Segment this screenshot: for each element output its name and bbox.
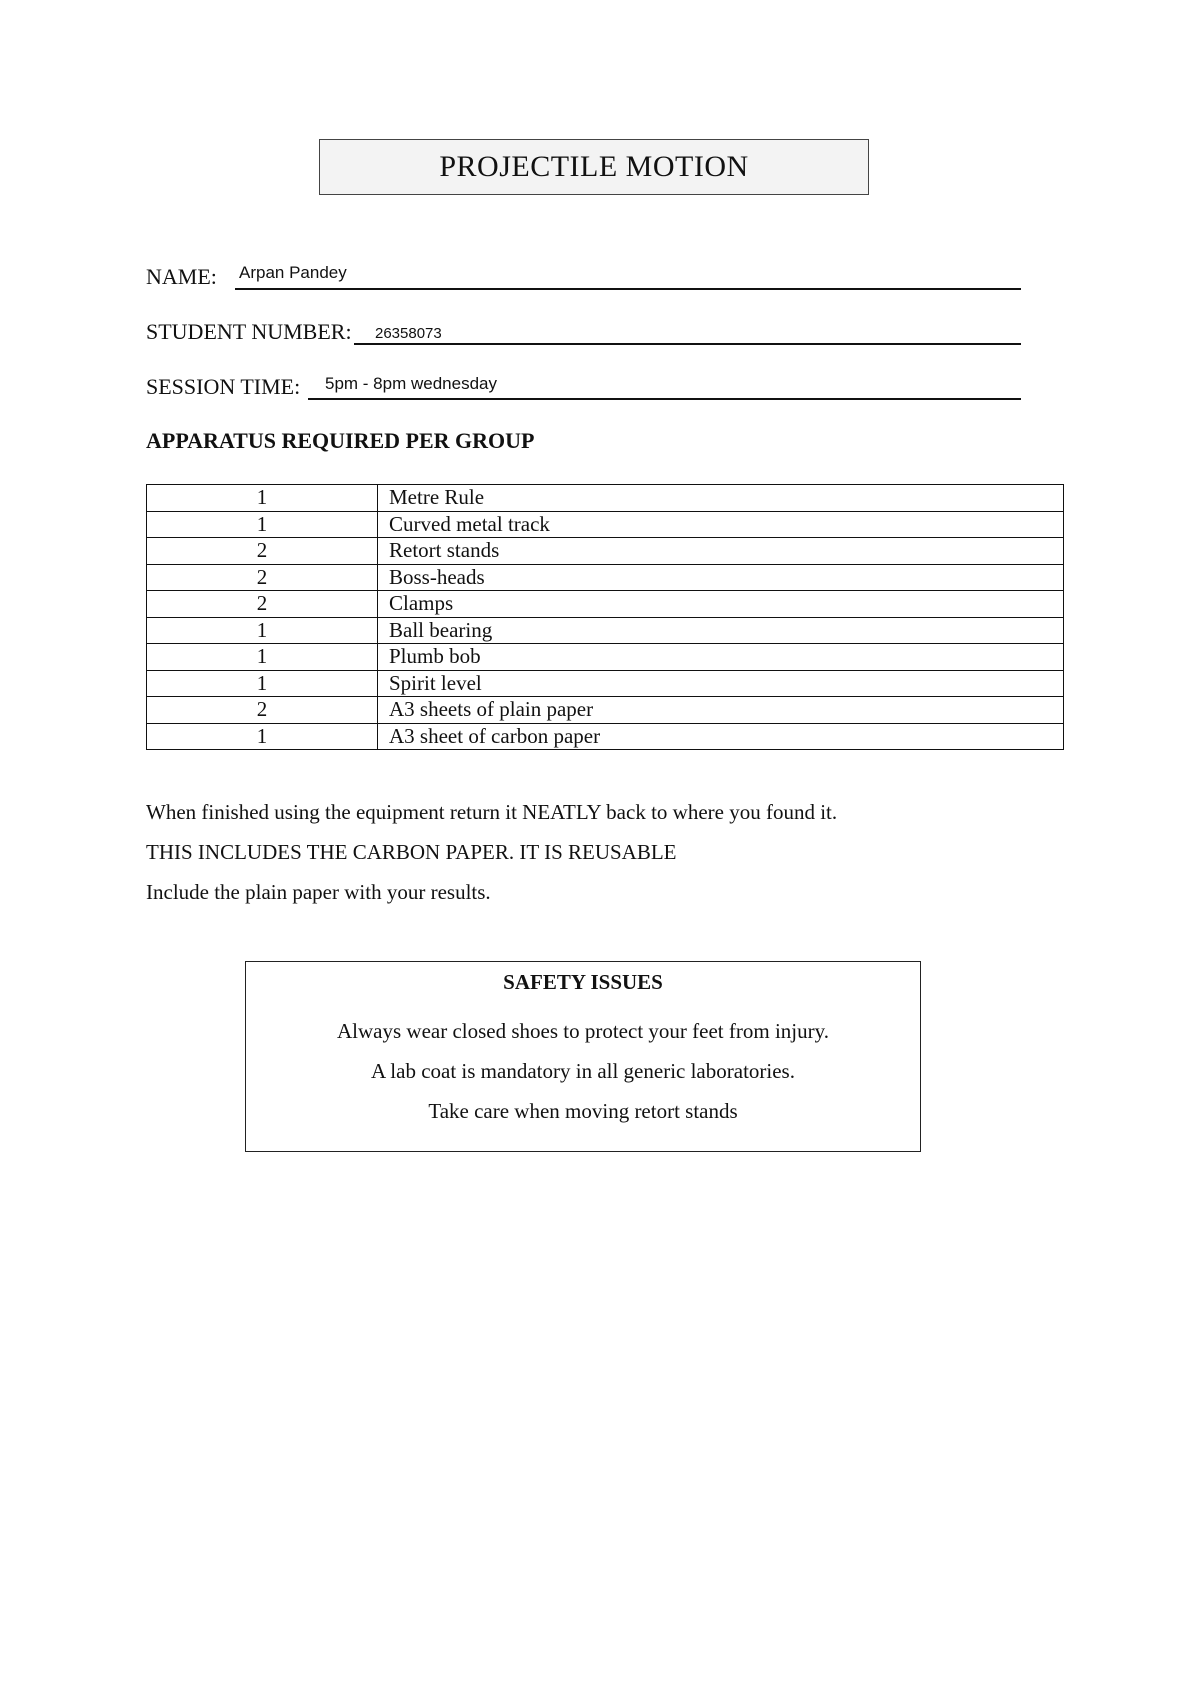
safety-line: A lab coat is mandatory in all generic laboratories.	[371, 1059, 795, 1083]
item-cell: Ball bearing	[378, 617, 1064, 644]
quantity-cell: 1	[147, 485, 378, 512]
quantity-cell: 2	[147, 591, 378, 618]
document-title: PROJECTILE MOTION	[319, 139, 869, 195]
student-number-underline	[354, 343, 1021, 345]
session-time-field	[146, 360, 1021, 400]
session-time-value[interactable]: 5pm - 8pm wednesday	[325, 374, 497, 393]
table-row	[147, 723, 1064, 750]
plain-paper-note: Include the plain paper with your results.	[146, 880, 491, 904]
name-field	[146, 250, 1021, 290]
item-cell: Metre Rule	[378, 485, 1064, 512]
apparatus-heading: APPARATUS REQUIRED PER GROUP	[146, 428, 535, 453]
quantity-cell: 2	[147, 538, 378, 565]
name-value[interactable]: Arpan Pandey	[239, 263, 347, 282]
quantity-cell: 1	[147, 723, 378, 750]
session-time-underline	[308, 398, 1021, 400]
safety-issues-box	[245, 961, 921, 1152]
table-row	[147, 591, 1064, 618]
apparatus-table	[146, 484, 1064, 750]
table-row	[147, 670, 1064, 697]
return-equipment-note: When finished using the equipment return it NEATLY back to where you found it.	[146, 800, 838, 824]
student-number-label: STUDENT NUMBER:	[146, 319, 352, 344]
quantity-cell: 1	[147, 511, 378, 538]
student-number-field	[146, 305, 1021, 345]
item-cell: Curved metal track	[378, 511, 1064, 538]
safety-line: Always wear closed shoes to protect your feet from injury.	[337, 1019, 829, 1043]
name-label: NAME:	[146, 264, 217, 289]
quantity-cell: 2	[147, 564, 378, 591]
table-row	[147, 485, 1064, 512]
item-cell: Spirit level	[378, 670, 1064, 697]
item-cell: A3 sheets of plain paper	[378, 697, 1064, 724]
table-row	[147, 511, 1064, 538]
name-underline	[235, 288, 1021, 290]
item-cell: A3 sheet of carbon paper	[378, 723, 1064, 750]
table-row	[147, 697, 1064, 724]
carbon-paper-note: THIS INCLUDES THE CARBON PAPER. IT IS REUSABLE	[146, 840, 677, 864]
quantity-cell: 1	[147, 644, 378, 671]
table-row	[147, 538, 1064, 565]
table-row	[147, 644, 1064, 671]
quantity-cell: 1	[147, 670, 378, 697]
safety-title: SAFETY ISSUES	[503, 970, 663, 994]
student-number-value[interactable]: 26358073	[375, 325, 442, 342]
item-cell: Retort stands	[378, 538, 1064, 565]
item-cell: Boss-heads	[378, 564, 1064, 591]
safety-line: Take care when moving retort stands	[428, 1099, 738, 1123]
table-row	[147, 617, 1064, 644]
item-cell: Plumb bob	[378, 644, 1064, 671]
session-time-label: SESSION TIME:	[146, 374, 301, 399]
quantity-cell: 1	[147, 617, 378, 644]
table-row	[147, 564, 1064, 591]
item-cell: Clamps	[378, 591, 1064, 618]
quantity-cell: 2	[147, 697, 378, 724]
